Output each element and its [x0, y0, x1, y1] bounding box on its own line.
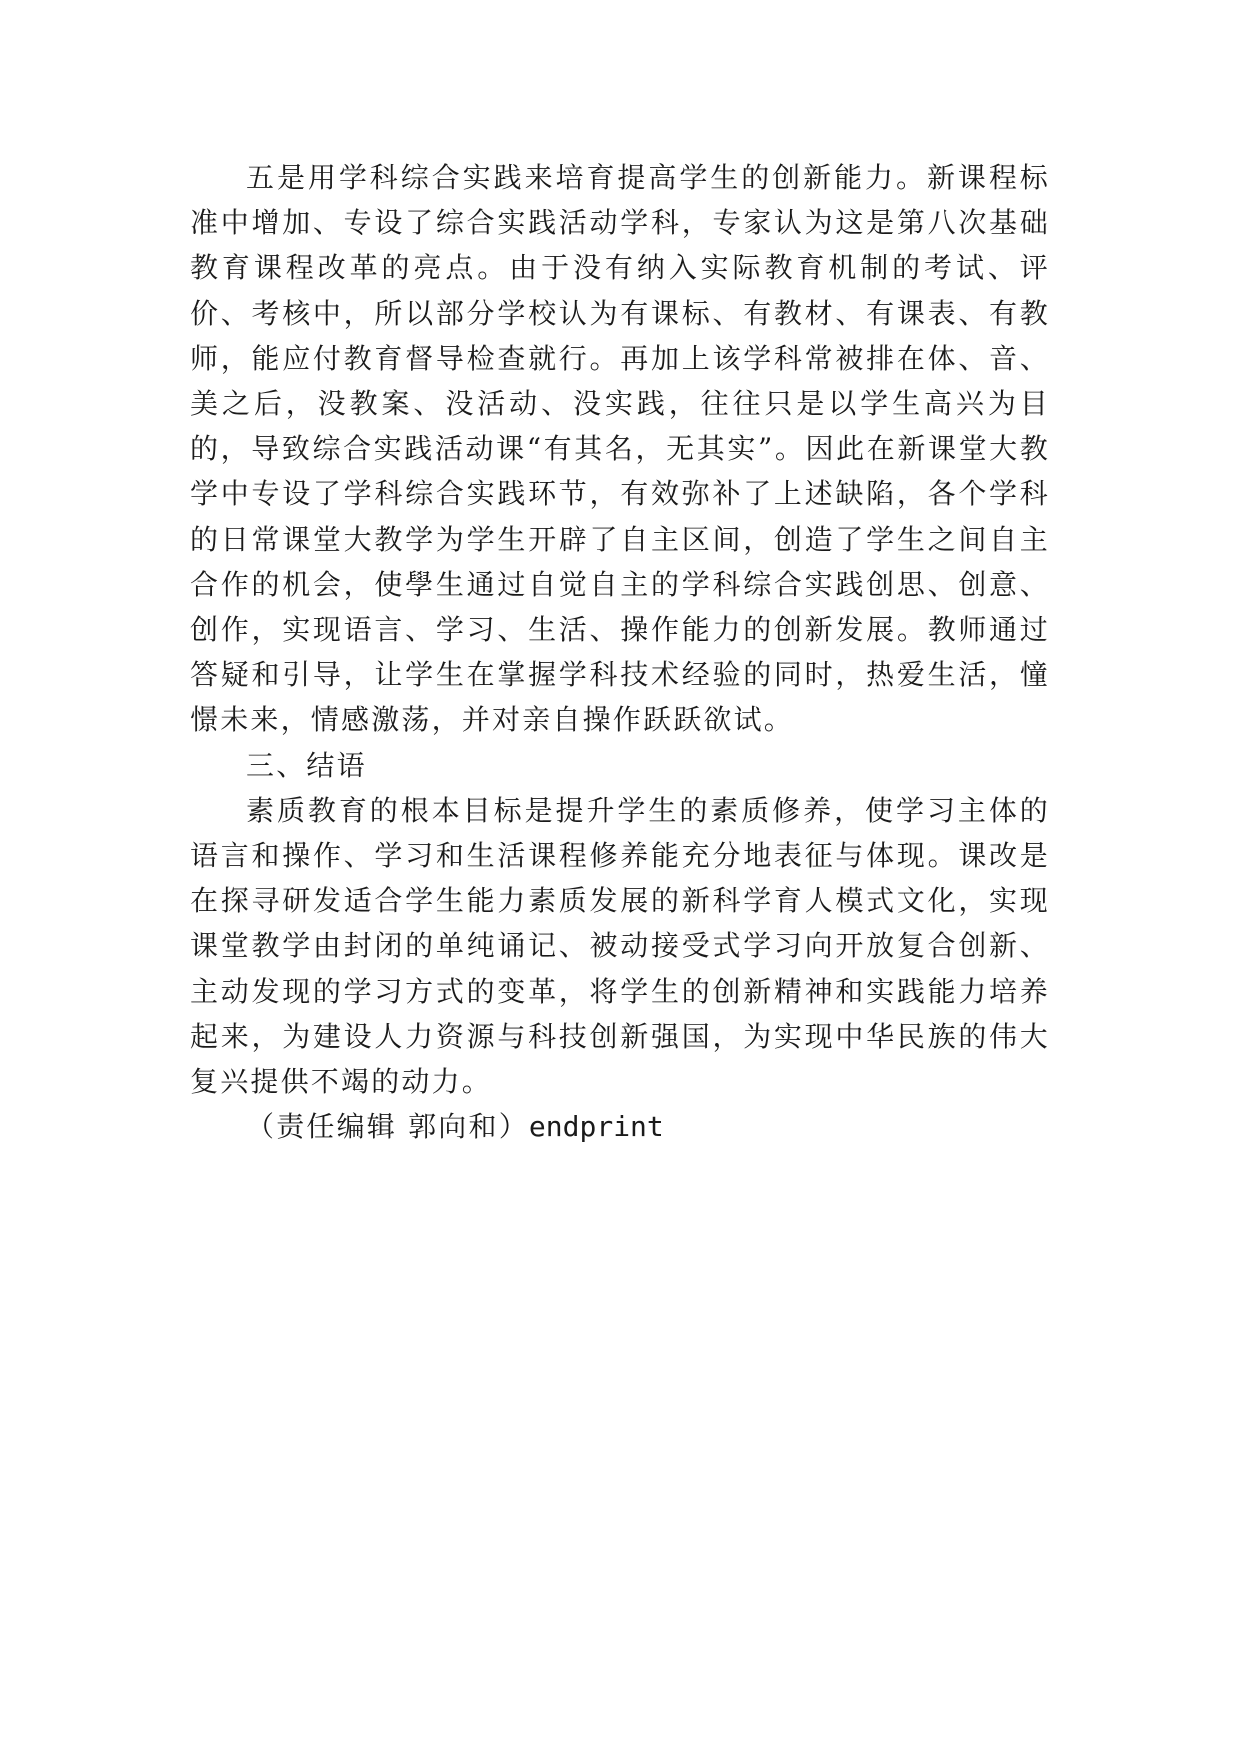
paragraph-conclusion: 素质教育的根本目标是提升学生的素质修养，使学习主体的语言和操作、学习和生活课程修养能充分地表征与体现。课改是在探寻研发适合学生能力素质发展的新科学育人模式文化，实现课堂教学由封闭的单纯诵记、被动接受式学习向开放复合创新、主动发现的学习方式的变革，将学生的创新精神和实践能力培养起来，为建设人力资源与科技创新强国，为实现中华民族的伟大复兴提供不竭的动力。: [190, 793, 1050, 1099]
paragraph-innovation-practice: 五是用学科综合实践来培育提高学生的创新能力。新课程标准中增加、专设了综合实践活动学科，专家认为这是第八次基础教育课程改革的亮点。由于没有纳入实际教育机制的考试、评价、考核中，所以部分学校认为有课标、有教材、有课表、有教师，能应付教育督导检查就行。再加上该学科常被排在体、音、美之后，没教案、没活动、没实践，往往只是以学生高兴为目的，导致综合实践活动课“有其名，无其实”。因此在新课堂大教学中专设了学科综合实践环节，有效弥补了上述缺陷，各个学科的日常课堂大教学为学生开辟了自主区间，创造了学生之间自主合作的机会，使學生通过自觉自主的学科综合实践创思、创意、创作，实现语言、学习、生活、操作能力的创新发展。教师通过答疑和引导，让学生在掌握学科技术经验的同时，热爱生活，憧憬未来，情感激荡，并对亲自操作跃跃欲试。: [190, 161, 1050, 737]
editor-note: [190, 1104, 1050, 1149]
endprint-marker: endprint: [528, 1110, 664, 1144]
editor-note-label: （责任编辑 郭向和）: [246, 1110, 529, 1144]
article-body: [190, 155, 1050, 1149]
section-heading-conclusion: 三、结语: [246, 748, 367, 782]
